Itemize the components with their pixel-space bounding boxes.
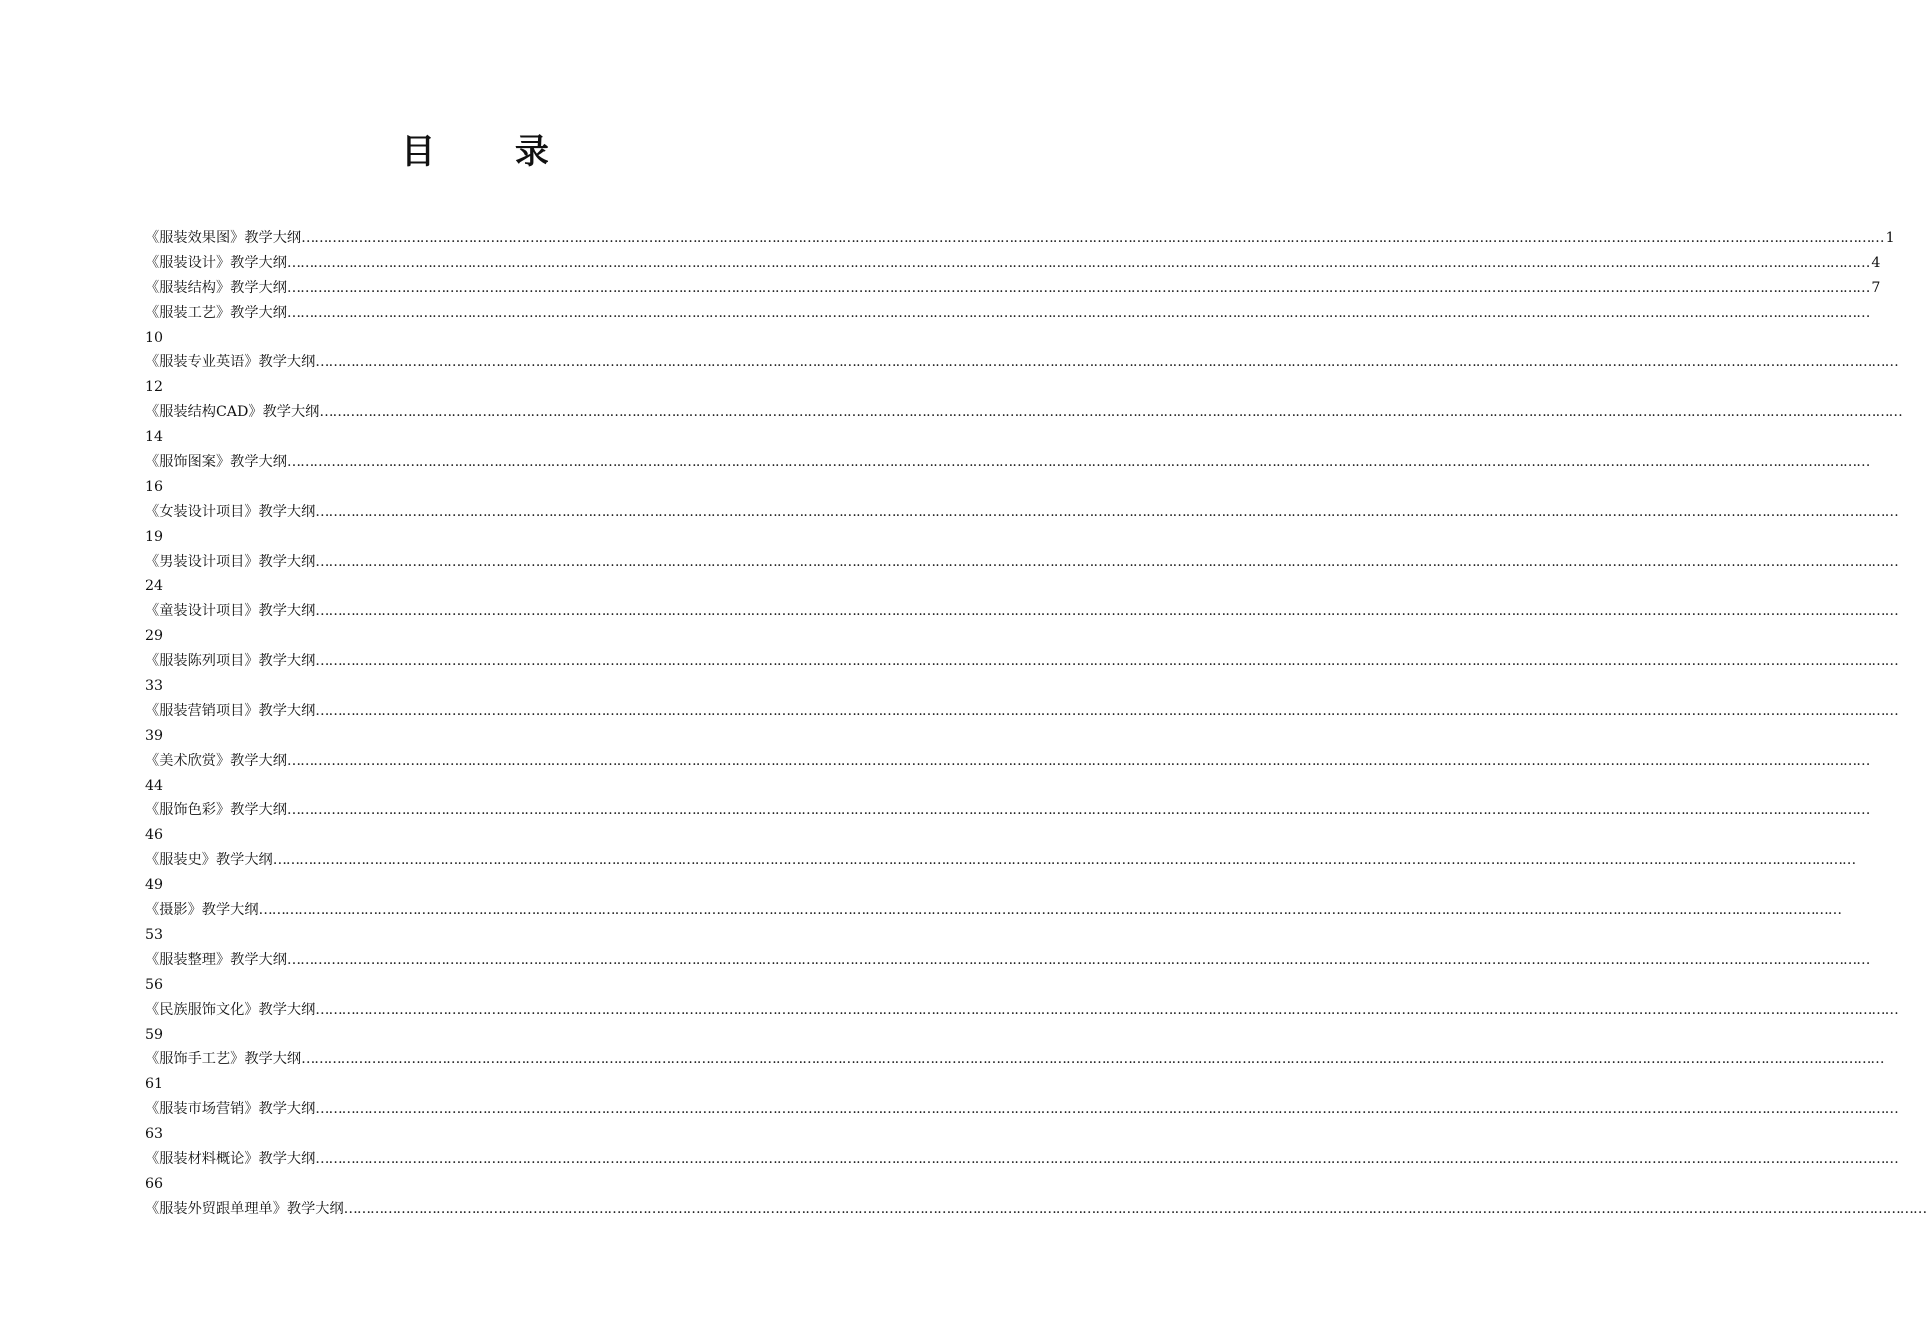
dot-leader: ……………………………………………………………………………………………………………………………………………………………………………………………………………………………………………………………………………………………………………………………… [315, 354, 1898, 371]
toc-entry[interactable] [145, 948, 1870, 998]
toc-entry-title: 《美术欣赏》教学大纲 [145, 752, 287, 769]
toc-entry-title: 《服饰手工艺》教学大纲 [145, 1051, 302, 1068]
toc-entry-line [145, 1097, 1898, 1122]
toc-page-number: 19 [145, 528, 164, 545]
toc-entry[interactable] [145, 1047, 1884, 1097]
dot-leader: ……………………………………………………………………………………………………………………………………………………………………………………………………………………………………………………………………………………………………………………………… [315, 503, 1898, 520]
table-of-contents [145, 226, 1926, 1222]
toc-page-number: 7 [1871, 279, 1881, 296]
toc-entry-line [145, 1197, 1926, 1222]
toc-entry-title: 《民族服饰文化》教学大纲 [145, 1001, 316, 1018]
toc-entry[interactable] [145, 848, 1856, 898]
toc-entry-line [145, 1047, 1884, 1072]
toc-entry[interactable] [145, 1147, 1898, 1197]
dot-leader: ……………………………………………………………………………………………………………………………………………………………………………………………………………………………………………………………………………………………………………………………… [258, 902, 1842, 919]
dot-leader: ……………………………………………………………………………………………………………………………………………………………………………………………………………………………………………………………………………………………………………………………… [315, 603, 1898, 620]
toc-page-number: 49 [145, 877, 164, 894]
dot-leader: ……………………………………………………………………………………………………………………………………………………………………………………………………………………………………………………………………………………………………………………………… [315, 653, 1898, 670]
page-title: 目 录 [401, 132, 583, 172]
toc-entry-line [145, 798, 1870, 823]
dot-leader: ……………………………………………………………………………………………………………………………………………………………………………………………………………………………………………………………………………………………………………………………… [286, 752, 1870, 769]
toc-entry[interactable] [145, 998, 1898, 1048]
toc-entry-title: 《摄影》教学大纲 [145, 902, 259, 919]
toc-entry-line [145, 998, 1898, 1023]
toc-entry-line [145, 500, 1898, 525]
toc-entry[interactable] [145, 400, 1902, 450]
toc-page-number: 46 [145, 827, 164, 844]
toc-entry-line [145, 649, 1898, 674]
toc-entry[interactable] [145, 226, 1895, 251]
toc-page-number: 33 [145, 678, 164, 695]
toc-entry-line [145, 301, 1870, 326]
toc-page-number: 44 [145, 777, 164, 794]
dot-leader: ……………………………………………………………………………………………………………………………………………………………………………………………………………………………………………………………………………………………………………………………… [286, 279, 1870, 296]
toc-entry-title: 《服装陈列项目》教学大纲 [145, 653, 316, 670]
toc-entry-line [145, 350, 1898, 375]
toc-entry-title: 《服饰色彩》教学大纲 [145, 802, 287, 819]
toc-page-number: 29 [145, 628, 164, 645]
toc-entry-title: 《服饰图案》教学大纲 [145, 454, 287, 471]
toc-entry[interactable] [145, 1097, 1898, 1147]
toc-page-number: 24 [145, 578, 164, 595]
dot-leader: ……………………………………………………………………………………………………………………………………………………………………………………………………………………………………………………………………………………………………………………………… [301, 1051, 1884, 1068]
dot-leader: ……………………………………………………………………………………………………………………………………………………………………………………………………………………………………………………………………………………………………………………………… [286, 254, 1870, 271]
dot-leader: ……………………………………………………………………………………………………………………………………………………………………………………………………………………………………………………………………………………………………………………………… [315, 1101, 1898, 1118]
toc-entry[interactable] [145, 749, 1870, 799]
toc-entry-line [145, 1147, 1898, 1172]
toc-page-number: 59 [145, 1026, 164, 1043]
toc-entry-line [145, 898, 1842, 923]
toc-page-number: 14 [145, 429, 164, 446]
toc-entry-title: 《服装效果图》教学大纲 [145, 230, 302, 246]
toc-entry-title: 《服装结构CAD》教学大纲 [145, 404, 320, 421]
toc-entry-line [145, 450, 1870, 475]
toc-entry[interactable] [145, 276, 1881, 301]
toc-entry[interactable] [145, 301, 1870, 351]
dot-leader: ……………………………………………………………………………………………………………………………………………………………………………………………………………………………………………………………………………………………………………………………… [286, 454, 1870, 471]
toc-entry-line [145, 550, 1898, 575]
toc-page-number: 16 [145, 478, 164, 495]
toc-entry[interactable] [145, 898, 1842, 948]
dot-leader: ……………………………………………………………………………………………………………………………………………………………………………………………………………………………………………………………………………………………………………………………… [319, 404, 1902, 421]
toc-entry-line [145, 699, 1898, 724]
toc-entry-title: 《服装整理》教学大纲 [145, 951, 287, 968]
toc-entry-line [145, 251, 1881, 276]
toc-entry-title: 《服装材料概论》教学大纲 [145, 1150, 316, 1167]
toc-page-number: 39 [145, 727, 164, 744]
toc-entry-line [145, 226, 1895, 251]
toc-page-number: 63 [145, 1126, 164, 1143]
toc-page-number: 1 [1885, 230, 1895, 246]
toc-entry-title: 《服装设计》教学大纲 [145, 254, 287, 271]
toc-entry[interactable] [145, 251, 1881, 276]
toc-entry[interactable] [145, 500, 1898, 550]
toc-entry[interactable] [145, 350, 1898, 400]
toc-page-number: 10 [145, 329, 164, 346]
toc-entry[interactable] [145, 1197, 1926, 1222]
dot-leader: ……………………………………………………………………………………………………………………………………………………………………………………………………………………………………………………………………………………………………………………………… [315, 702, 1898, 719]
dot-leader: ……………………………………………………………………………………………………………………………………………………………………………………………………………………………………………………………………………………………………………………………… [301, 230, 1884, 246]
toc-page-number: 12 [145, 379, 164, 396]
dot-leader: ……………………………………………………………………………………………………………………………………………………………………………………………………………………………………………………………………………………………………………………………… [286, 951, 1870, 968]
dot-leader: ……………………………………………………………………………………………………………………………………………………………………………………………………………………………………………………………………………………………………………………………… [343, 1200, 1926, 1217]
toc-entry-line [145, 276, 1881, 301]
toc-entry-title: 《童装设计项目》教学大纲 [145, 603, 316, 620]
toc-entry-line [145, 400, 1902, 425]
dot-leader: ……………………………………………………………………………………………………………………………………………………………………………………………………………………………………………………………………………………………………………………………… [286, 304, 1870, 321]
toc-entry-title: 《服装专业英语》教学大纲 [145, 354, 316, 371]
toc-entry[interactable] [145, 798, 1870, 848]
toc-entry[interactable] [145, 599, 1898, 649]
toc-entry-title: 《服装结构》教学大纲 [145, 279, 287, 296]
toc-entry-title: 《女装设计项目》教学大纲 [145, 503, 316, 520]
dot-leader: ……………………………………………………………………………………………………………………………………………………………………………………………………………………………………………………………………………………………………………………………… [315, 1001, 1898, 1018]
toc-entry-title: 《服装营销项目》教学大纲 [145, 702, 316, 719]
toc-entry-line [145, 848, 1856, 873]
toc-entry-title: 《服装史》教学大纲 [145, 852, 273, 869]
toc-entry-title: 《服装外贸跟单理单》教学大纲 [145, 1200, 344, 1217]
toc-entry[interactable] [145, 699, 1898, 749]
toc-entry-line [145, 749, 1870, 774]
toc-page-number: 53 [145, 926, 164, 943]
dot-leader: ……………………………………………………………………………………………………………………………………………………………………………………………………………………………………………………………………………………………………………………………… [286, 802, 1870, 819]
toc-entry-line [145, 599, 1898, 624]
toc-entry-title: 《男装设计项目》教学大纲 [145, 553, 316, 570]
toc-entry-title: 《服装工艺》教学大纲 [145, 304, 287, 321]
dot-leader: ……………………………………………………………………………………………………………………………………………………………………………………………………………………………………………………………………………………………………………………………… [315, 553, 1898, 570]
toc-page-number: 56 [145, 976, 164, 993]
toc-entry-line [145, 948, 1870, 973]
toc-page-number: 61 [145, 1076, 164, 1093]
toc-entry[interactable] [145, 649, 1898, 699]
toc-page-number: 4 [1871, 254, 1881, 271]
toc-entry-title: 《服装市场营销》教学大纲 [145, 1101, 316, 1118]
toc-entry[interactable] [145, 450, 1870, 500]
dot-leader: ……………………………………………………………………………………………………………………………………………………………………………………………………………………………………………………………………………………………………………………………… [315, 1150, 1898, 1167]
toc-page-number: 66 [145, 1175, 164, 1192]
dot-leader: ……………………………………………………………………………………………………………………………………………………………………………………………………………………………………………………………………………………………………………………………… [272, 852, 1856, 869]
toc-entry[interactable] [145, 550, 1898, 600]
